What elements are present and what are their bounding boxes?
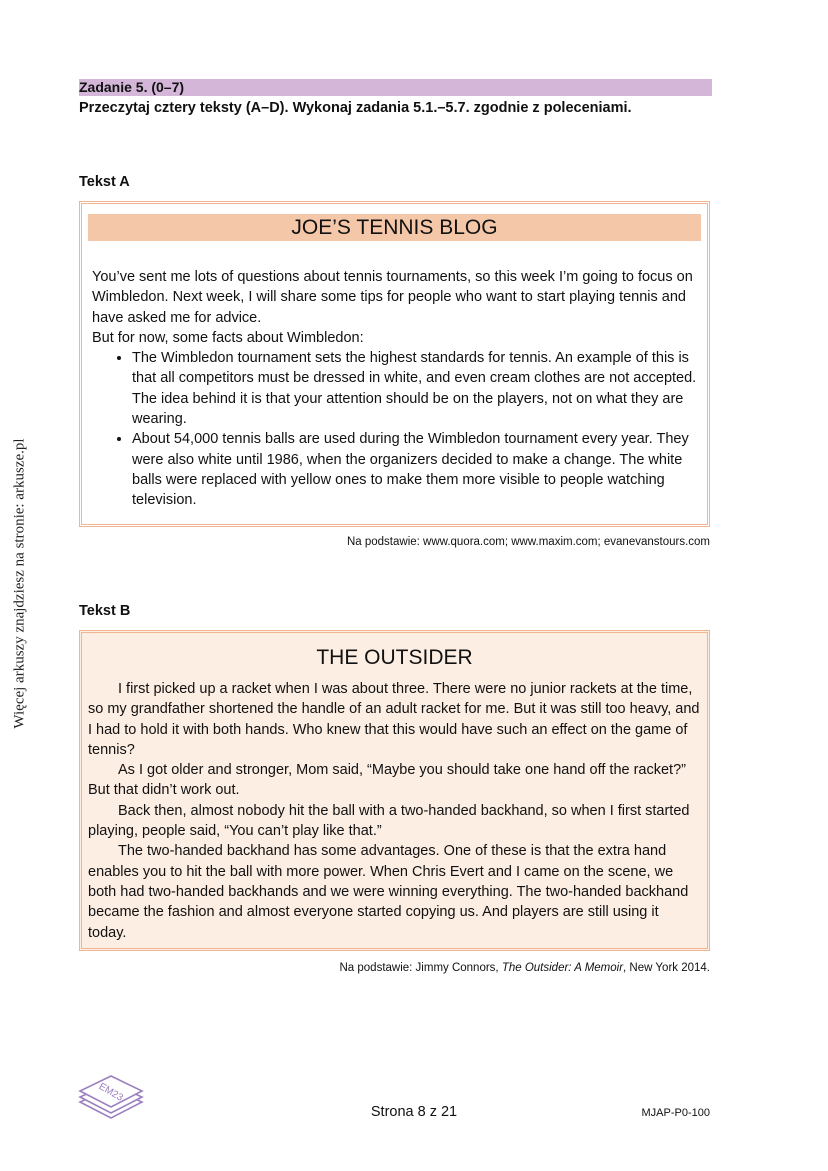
text-a-label: Tekst A	[79, 174, 130, 190]
text-a-source: Na podstawie: www.quora.com; www.maxim.com; evanevanstours.com	[346, 536, 710, 548]
paragraph: The two-handed backhand has some advantages. One of these is that the extra hand enables you to hit the ball with more power. When Chris Evert and I came on the scene, we both had two-handed backhands and we were winning everything. The two-handed backhand became the fashion and almost everyone started copying us. And players are still using it today.	[88, 843, 689, 941]
source-prefix: Na podstawie: Jimmy Connors,	[339, 962, 502, 974]
text-a-box	[79, 201, 710, 527]
text-b-title: THE OUTSIDER	[316, 646, 473, 669]
svg-text:EM23: EM23	[96, 1081, 125, 1104]
paragraph: Back then, almost nobody hit the ball with a two-handed backhand, so when I first started playing, people said, “You can’t play like that.”	[88, 802, 690, 840]
source-suffix: , New York 2014.	[623, 962, 710, 974]
paragraph: As I got older and stronger, Mom said, “Maybe you should take one hand off the racket?” But that didn’t work out.	[88, 762, 686, 799]
task-title: Zadanie 5. (0–7)	[79, 79, 712, 96]
exam-code: MJAP-P0-100	[641, 1107, 710, 1119]
side-note: Więcej arkuszy znajdziesz na stronie: arkusze.pl	[11, 438, 28, 729]
text-a-title: JOE’S TENNIS BLOG	[88, 214, 701, 241]
source-title: The Outsider: A Memoir	[501, 962, 624, 974]
task-instruction: Przeczytaj cztery teksty (A–D). Wykonaj zadania 5.1.–5.7. zgodnie z poleceniami.	[79, 100, 632, 116]
text-b-label: Tekst B	[79, 603, 131, 619]
bullet-item: • The Wimbledon tournament sets the highest standards for tennis. An example of this is that all competitors must be dressed in white, and even cream clothes are not accepted. The idea behind it is that your attention should be on the players, not on what they are wearing.	[132, 348, 697, 429]
text-a-intro: You’ve sent me lots of questions about tennis tournaments, so this week I’m going to focus on Wimbledon. Next week, I will share some tips for people who want to start playing tennis and have asked me for advice.	[92, 269, 693, 326]
text-a-bullets	[92, 348, 697, 510]
text-a-lead: But for now, some facts about Wimbledon:	[92, 329, 364, 346]
page-number: Strona 8 z 21	[370, 1104, 458, 1120]
text-b-box	[79, 630, 710, 951]
bullet-item: • About 54,000 tennis balls are used during the Wimbledon tournament every year. They were also white until 1986, when the organizers decided to make a change. The white balls were replaced with yellow ones to make them more visible to people watching television.	[132, 429, 697, 510]
paragraph: I first picked up a racket when I was about three. There were no junior rackets at the time, so my grandfather shortened the handle of an adult racket for me. But it was still too heavy, and I had to hold it with both hands. Who knew that this would have such an effect on the game of tennis?	[88, 681, 700, 758]
text-b-source	[339, 962, 710, 974]
